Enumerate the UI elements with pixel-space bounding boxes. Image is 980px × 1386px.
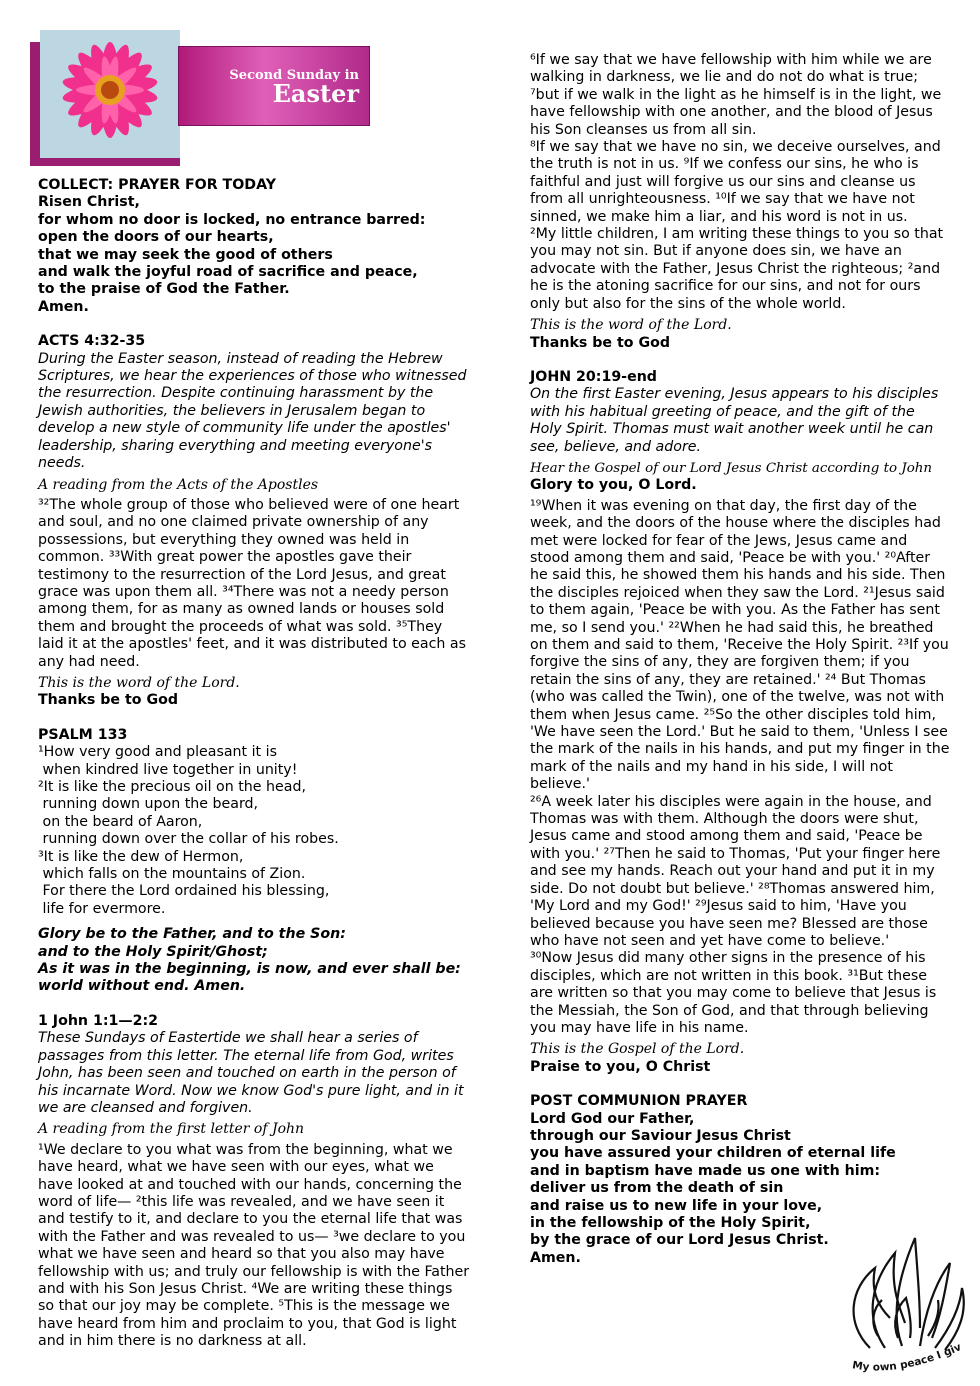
acts-text: ³²The whole group of those who believed were of one heart and soul, and no one claimed private ownership of any possessions, but everything they owned was held in common. ³³With great power the apostles gave their testimony to the resurrection of the Lord Jesus, and great grace was upon them all. ³⁴There was not a needy person among them, for as many as owned lands or houses sold them and brought the proceeds of what was sold. ³⁵They laid it at the apostles' feet, and it was distributed to each as any had need. [38, 496, 466, 670]
header-banner [30, 30, 370, 160]
john1-text-right: ⁶If we say that we have fellowship with him while we are walking in darkness, we lie and do not do what is true; ⁷but if we walk in the light as he himself is in the light, we have fellowship with one another, and the blood of Jesus his Son cleanses us from all sin. [530, 52, 942, 138]
acts-intro: During the Easter season, instead of reading the Hebrew Scriptures, we hear the experiences of those who witnessed the resurrection. Despite continuing harassment by the Jewish authorities, the believers in Jerusalem began to develop a new style of community life under the apostles' leadership, sharing everything and meeting everyone's needs. [38, 350, 467, 472]
post-line: by the grace of our Lord Jesus Christ. [530, 1232, 829, 1249]
collect-heading: COLLECT: PRAYER FOR TODAY [38, 177, 276, 193]
gospel-response: Praise to you, O Christ [530, 1058, 711, 1075]
gloria-line: world without end. Amen. [38, 978, 246, 995]
gloria-line: Glory be to the Father, and to the Son: [38, 926, 346, 943]
collect-line: to the praise of God the Father. [38, 281, 290, 298]
collect-section [38, 177, 470, 316]
psalm-line: when kindred live together in unity! [38, 761, 298, 778]
john1-text-right3: ²My little children, I am writing these things to you so that you may not sin. But if anyone does sin, we have an advocate with the Father, Jesus Christ the righteous; ²and he is the atoning sacrifice for our sins, and not for ours only but also for the sins of the whole world. [530, 226, 944, 312]
acts-heading: ACTS 4:32-35 [38, 333, 146, 350]
post-line: through our Saviour Jesus Christ [530, 1127, 791, 1144]
psalm-heading: PSALM 133 [38, 726, 128, 743]
gloria-line: and to the Holy Spirit/Ghost; [38, 943, 268, 960]
gospel-glory: Glory to you, O Lord. [530, 477, 697, 494]
banner-line1: Second Sunday in [229, 68, 359, 83]
banner-title-strip [178, 46, 370, 126]
gospel-intro: On the first Easter evening, Jesus appears to his disciples with his habitual greeting of peace, and the gift of the Holy Spirit. Thomas must wait another week until he can see, believe, and adore. [530, 386, 939, 455]
acts-response: Thanks be to God [38, 692, 179, 709]
post-line: and raise us to new life in your love, [530, 1197, 823, 1214]
psalm-line: ¹How very good and pleasant it is [38, 744, 277, 761]
psalm-line: For there the Lord ordained his blessing, [38, 883, 330, 900]
post-line: Lord God our Father, [530, 1110, 695, 1127]
collect-line: open the doors of our hearts, [38, 229, 274, 246]
acts-section [38, 333, 470, 710]
john1-heading: 1 John 1:1—2:2 [38, 1012, 158, 1029]
acts-close: This is the word of the Lord. [38, 674, 240, 691]
flame-icon [840, 1228, 975, 1378]
john1-response: Thanks be to God [530, 334, 671, 351]
flower-image [40, 30, 180, 158]
john1-section [38, 1013, 470, 1351]
collect-line: and walk the joyful road of sacrifice and peace, [38, 264, 418, 281]
post-line: deliver us from the death of sin [530, 1180, 784, 1197]
gospel-close: This is the Gospel of the Lord. [530, 1041, 745, 1058]
john1-text-left: ¹We declare to you what was from the beginning, what we have heard, what we have seen with our eyes, what we have looked at and touched with our hands, concerning the word of life— ²this life was revealed, and we have seen it and testify to it, and declare to you the eternal life that was with the Father and was revealed to us— ³we declare to you what we have seen and heard so that you also may have fellowship with us; and truly our fellowship is with the Father and with his Son Jesus Christ. ⁴We are writing these things so that our joy may be complete. ⁵This is the message we have heard from him and proclaim to you, that God is light and in him there is no darkness at all. [38, 1141, 470, 1350]
post-line: and in baptism have made us one with him: [530, 1162, 881, 1179]
post-line: you have assured your children of eternal life [530, 1145, 896, 1162]
collect-line: Amen. [38, 298, 89, 315]
gospel-p1: ¹⁹When it was evening on that day, the first day of the week, and the doors of the house where the disciples had met were locked for fear of the Jews, Jesus came and stood among them and said, 'Peace be with you.' ²⁰After he said this, he showed them his hands and his side. Then the disciples rejoiced when they saw the Lord. ²¹Jesus said to them again, 'Peace be with you. As the Father has sent me, so I send you.' ²²When he had said this, he breathed on them and said to them, 'Receive the Holy Spirit. ²³If you forgive the sins of any, they are forgiven them; if you retain the sins of any, they are retained.' ²⁴ But Thomas (who was called the Twin), one of the twelve, was not with them when Jesus came. ²⁵So the other disciples told him, 'We have seen the Lord.' But he said to them, 'Unless I see the mark of the nails in his hands, and put my finger in the mark of the nails and my hand in his side, I will not believe.' [530, 497, 950, 793]
psalm-line: on the beard of Aaron, [38, 813, 203, 830]
john1-continued [530, 52, 950, 352]
gospel-p2: ²⁶A week later his disciples were again in the house, and Thomas was with them. Although the doors were shut, Jesus came and stood among them and said, 'Peace be with you.' ²⁷Then he said to Thomas, 'Put your finger here and see my hands. Reach out your hand and put it in my side. Do not doubt but believe.' ²⁸Thomas answered him, 'My Lord and my God!' ²⁹Jesus said to him, 'Have you believed because you have seen me? Blessed are those who have not seen and yet have come to believe.' [530, 793, 941, 949]
post-line: Amen. [530, 1249, 581, 1266]
psalm-line: which falls on the mountains of Zion. [38, 866, 306, 883]
acts-announce: A reading from the Acts of the Apostles [38, 476, 319, 493]
collect-line: for whom no door is locked, no entrance barred: [38, 211, 426, 228]
gospel-heading: JOHN 20:19-end [530, 368, 657, 385]
john1-intro: These Sundays of Eastertide we shall hear a series of passages from this letter. The eternal life from God, writes John, has been seen and touched on earth in the person of his incarnate Word. Now we know God's pure light, and in it we are cleansed and forgiven. [38, 1030, 464, 1116]
john1-text-right2: ⁸If we say that we have no sin, we deceive ourselves, and the truth is not in us. ⁹If we confess our sins, he who is faithful and just will forgive us our sins and cleanse us from all unrighteousness. ¹⁰If we say that we have not sinned, we make him a liar, and his word is not in us. [530, 139, 941, 225]
collect-line: that we may seek the good of others [38, 246, 333, 263]
psalm-line: ²It is like the precious oil on the head, [38, 779, 306, 795]
gospel-announce: Hear the Gospel of our Lord Jesus Christ according to John [530, 460, 933, 476]
gloria-line: As it was in the beginning, is now, and ever shall be: [38, 961, 461, 978]
post-heading: POST COMMUNION PRAYER [530, 1093, 748, 1110]
john1-close: This is the word of the Lord. [530, 317, 732, 334]
psalm-line: ³It is like the dew of Hermon, [38, 848, 244, 865]
banner-line2: Easter [272, 79, 359, 108]
psalm-section [38, 727, 470, 996]
post-line: in the fellowship of the Holy Spirit, [530, 1215, 811, 1231]
gospel-p3: ³⁰Now Jesus did many other signs in the presence of his disciples, which are not written in this book. ³¹But these are written so that you may come to believe that Jesus is the Messiah, the Son of God, and that through believing you may have life in his name. [530, 950, 937, 1036]
psalm-line: running down over the collar of his robes. [38, 831, 339, 848]
collect-line: Risen Christ, [38, 194, 140, 211]
left-column [38, 177, 470, 1351]
right-column [530, 52, 950, 1267]
flame-logo [840, 1228, 975, 1378]
logo-motto: My own peace I giv [851, 1341, 964, 1374]
psalm-line: running down upon the beard, [38, 796, 259, 813]
john1-announce: A reading from the first letter of John [38, 1121, 305, 1138]
gospel-section [530, 369, 950, 1076]
psalm-line: life for evermore. [38, 900, 166, 917]
